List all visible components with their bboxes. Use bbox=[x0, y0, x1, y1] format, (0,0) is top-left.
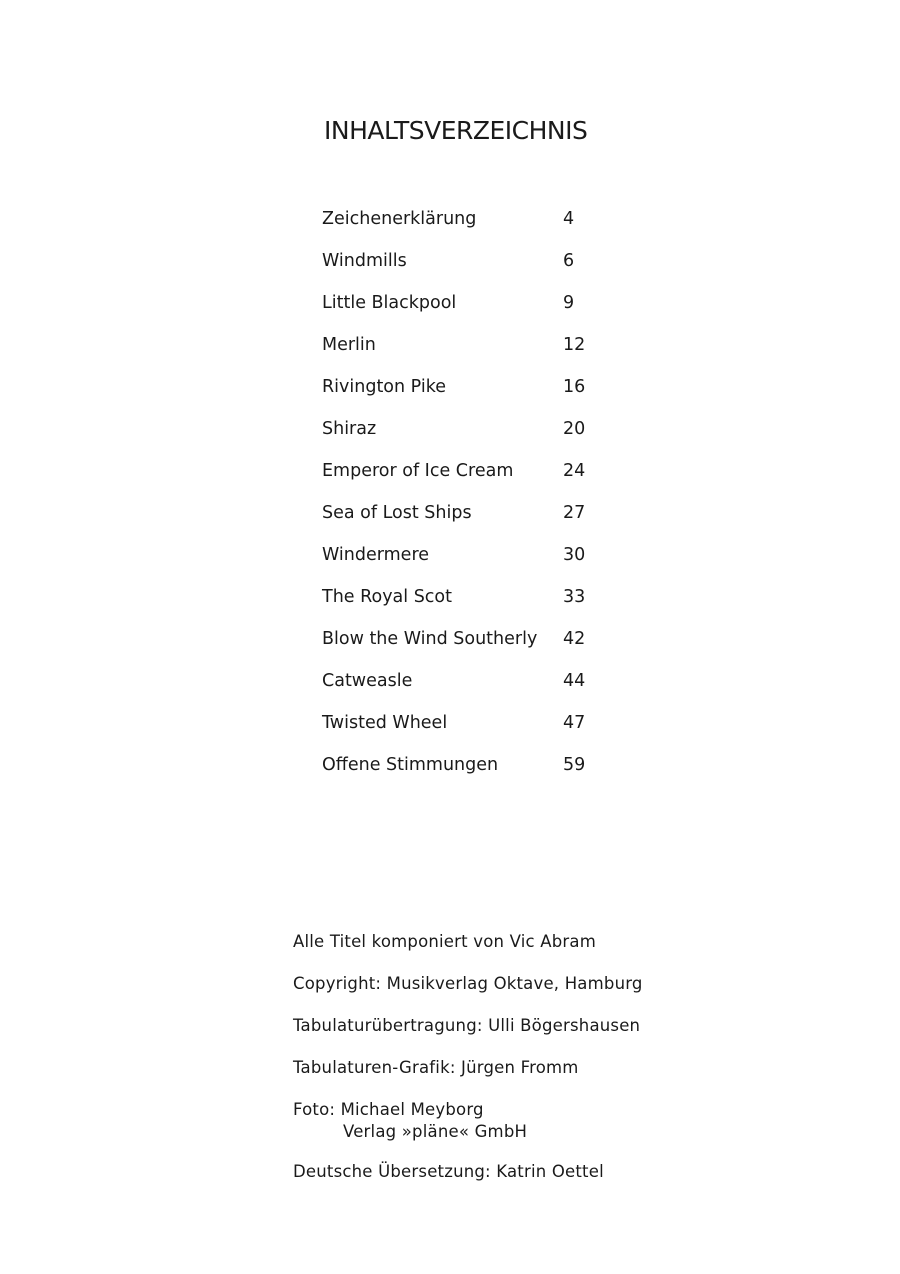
toc-entry-page: 12 bbox=[563, 335, 586, 355]
graphics-credit: Tabulaturen-Grafik: Jürgen Fromm bbox=[293, 1058, 579, 1077]
table-of-contents bbox=[318, 201, 618, 789]
toc-entry-title: Catweasle bbox=[322, 671, 413, 691]
toc-entry-page: 6 bbox=[563, 251, 575, 271]
copyright-credit: Copyright: Musikverlag Oktave, Hamburg bbox=[293, 974, 643, 993]
toc-entry-title: Windmills bbox=[322, 251, 407, 271]
toc-entry-title: Emperor of Ice Cream bbox=[322, 461, 514, 481]
toc-entry-page: 16 bbox=[563, 377, 586, 397]
toc-entry bbox=[318, 327, 618, 369]
toc-entry-title: Zeichenerklärung bbox=[322, 209, 477, 229]
credits-block bbox=[293, 926, 853, 1198]
toc-entry-page: 4 bbox=[563, 209, 575, 229]
toc-entry-title: Rivington Pike bbox=[322, 377, 446, 397]
toc-entry-title: Shiraz bbox=[322, 419, 377, 439]
toc-entry bbox=[318, 663, 618, 705]
tablature-credit: Tabulaturübertragung: Ulli Bögershausen bbox=[293, 1016, 641, 1035]
toc-entry-page: 24 bbox=[563, 461, 586, 481]
toc-entry bbox=[318, 705, 618, 747]
toc-entry-title: Windermere bbox=[322, 545, 430, 565]
toc-entry-title: Sea of Lost Ships bbox=[322, 503, 472, 523]
toc-entry bbox=[318, 411, 618, 453]
toc-entry-page: 44 bbox=[563, 671, 586, 691]
photo-credit-line: Foto: Michael Meyborg bbox=[293, 1100, 484, 1119]
toc-entry bbox=[318, 453, 618, 495]
toc-entry-page: 9 bbox=[563, 293, 575, 313]
toc-entry-page: 42 bbox=[563, 629, 586, 649]
toc-entry-title: The Royal Scot bbox=[322, 587, 452, 607]
composer-credit: Alle Titel komponiert von Vic Abram bbox=[293, 932, 596, 951]
toc-entry-title: Little Blackpool bbox=[322, 293, 457, 313]
toc-entry bbox=[318, 243, 618, 285]
toc-entry bbox=[318, 495, 618, 537]
toc-entry bbox=[318, 369, 618, 411]
toc-entry-page: 59 bbox=[563, 755, 586, 775]
toc-entry-title: Offene Stimmungen bbox=[322, 755, 499, 775]
toc-entry bbox=[318, 579, 618, 621]
toc-entry bbox=[318, 537, 618, 579]
toc-entry bbox=[318, 285, 618, 327]
toc-entry-title: Twisted Wheel bbox=[322, 713, 448, 733]
toc-entry-page: 47 bbox=[563, 713, 586, 733]
toc-entry bbox=[318, 747, 618, 789]
translation-credit: Deutsche Übersetzung: Katrin Oettel bbox=[293, 1162, 604, 1181]
toc-entry bbox=[318, 201, 618, 243]
toc-entry-page: 33 bbox=[563, 587, 586, 607]
toc-entry-page: 30 bbox=[563, 545, 586, 565]
page-title: INHALTSVERZEICHNIS bbox=[324, 116, 588, 145]
photo-credit bbox=[293, 1094, 853, 1156]
photo-publisher-line: Verlag »pläne« GmbH bbox=[343, 1122, 528, 1141]
toc-entry-title: Blow the Wind Southerly bbox=[322, 629, 538, 649]
toc-entry-title: Merlin bbox=[322, 335, 376, 355]
toc-entry-page: 27 bbox=[563, 503, 586, 523]
toc-entry bbox=[318, 621, 618, 663]
toc-entry-page: 20 bbox=[563, 419, 586, 439]
